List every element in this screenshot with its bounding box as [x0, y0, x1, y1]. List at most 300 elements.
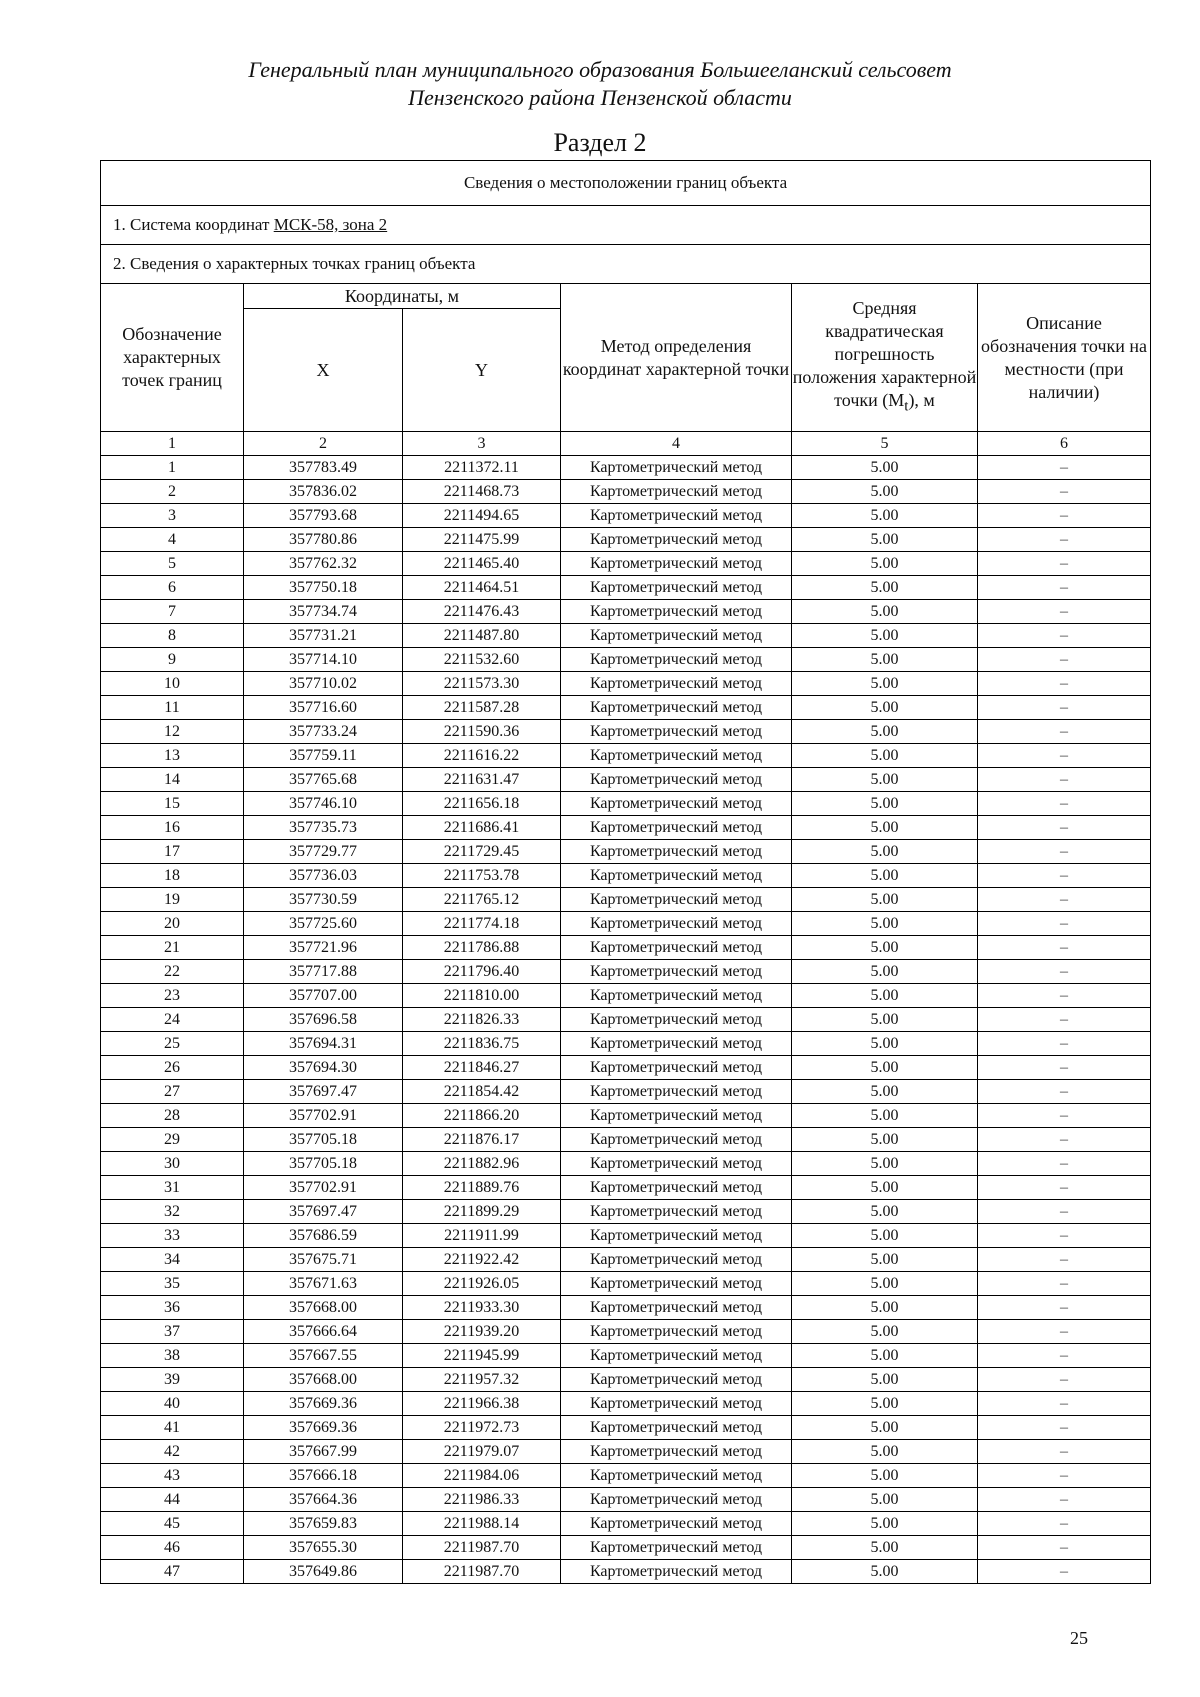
- x-cell: 357667.99: [244, 1440, 403, 1464]
- description-cell: –: [978, 960, 1151, 984]
- column-number: 4: [561, 432, 792, 456]
- x-cell: 357707.00: [244, 984, 403, 1008]
- method-cell: Картометрический метод: [561, 1272, 792, 1296]
- y-cell: 2211926.05: [403, 1272, 561, 1296]
- x-header: X: [244, 309, 403, 432]
- method-cell: Картометрический метод: [561, 1488, 792, 1512]
- method-cell: Картометрический метод: [561, 936, 792, 960]
- y-cell: 2211866.20: [403, 1104, 561, 1128]
- y-cell: 2211587.28: [403, 696, 561, 720]
- description-cell: –: [978, 1032, 1151, 1056]
- y-cell: 2211686.41: [403, 816, 561, 840]
- description-cell: –: [978, 1344, 1151, 1368]
- x-cell: 357666.64: [244, 1320, 403, 1344]
- description-cell: –: [978, 648, 1151, 672]
- point-id-cell: 34: [101, 1248, 244, 1272]
- y-cell: 2211846.27: [403, 1056, 561, 1080]
- x-cell: 357669.36: [244, 1416, 403, 1440]
- x-cell: 357697.47: [244, 1080, 403, 1104]
- point-id-cell: 33: [101, 1224, 244, 1248]
- method-cell: Картометрический метод: [561, 912, 792, 936]
- y-cell: 2211987.70: [403, 1536, 561, 1560]
- error-cell: 5.00: [792, 1392, 978, 1416]
- description-cell: –: [978, 1368, 1151, 1392]
- table-row: [101, 816, 1151, 840]
- table-row: [101, 1056, 1151, 1080]
- description-cell: –: [978, 864, 1151, 888]
- error-header-text: Средняя квадратическая погрешность положения характерной точки (M: [792, 297, 977, 410]
- y-cell: 2211836.75: [403, 1032, 561, 1056]
- method-cell: Картометрический метод: [561, 1512, 792, 1536]
- table-row: [101, 936, 1151, 960]
- document-header: [0, 56, 1200, 112]
- error-cell: 5.00: [792, 624, 978, 648]
- point-id-cell: 42: [101, 1440, 244, 1464]
- error-cell: 5.00: [792, 1560, 978, 1584]
- description-cell: –: [978, 504, 1151, 528]
- y-cell: 2211854.42: [403, 1080, 561, 1104]
- error-cell: 5.00: [792, 840, 978, 864]
- method-cell: Картометрический метод: [561, 792, 792, 816]
- table-row: [101, 1416, 1151, 1440]
- method-cell: Картометрический метод: [561, 1032, 792, 1056]
- x-cell: 357694.31: [244, 1032, 403, 1056]
- table-row: [101, 600, 1151, 624]
- y-cell: 2211972.73: [403, 1416, 561, 1440]
- error-cell: 5.00: [792, 528, 978, 552]
- x-cell: 357783.49: [244, 456, 403, 480]
- error-cell: 5.00: [792, 552, 978, 576]
- x-cell: 357762.32: [244, 552, 403, 576]
- description-cell: –: [978, 1536, 1151, 1560]
- method-cell: Картометрический метод: [561, 1224, 792, 1248]
- x-cell: 357666.18: [244, 1464, 403, 1488]
- point-id-cell: 18: [101, 864, 244, 888]
- error-cell: 5.00: [792, 1464, 978, 1488]
- table-row: [101, 1080, 1151, 1104]
- y-cell: 2211464.51: [403, 576, 561, 600]
- table-row: [101, 792, 1151, 816]
- y-cell: 2211590.36: [403, 720, 561, 744]
- table-row: [101, 648, 1151, 672]
- description-cell: –: [978, 816, 1151, 840]
- description-cell: –: [978, 600, 1151, 624]
- error-cell: 5.00: [792, 1056, 978, 1080]
- y-cell: 2211494.65: [403, 504, 561, 528]
- method-cell: Картометрический метод: [561, 1320, 792, 1344]
- description-cell: –: [978, 792, 1151, 816]
- table-row: [101, 1152, 1151, 1176]
- x-cell: 357671.63: [244, 1272, 403, 1296]
- x-cell: 357736.03: [244, 864, 403, 888]
- point-id-cell: 27: [101, 1080, 244, 1104]
- description-cell: –: [978, 480, 1151, 504]
- x-cell: 357721.96: [244, 936, 403, 960]
- description-cell: –: [978, 888, 1151, 912]
- error-cell: 5.00: [792, 672, 978, 696]
- x-cell: 357705.18: [244, 1128, 403, 1152]
- x-cell: 357793.68: [244, 504, 403, 528]
- x-cell: 357725.60: [244, 912, 403, 936]
- x-cell: 357686.59: [244, 1224, 403, 1248]
- method-cell: Картометрический метод: [561, 816, 792, 840]
- method-cell: Картометрический метод: [561, 1008, 792, 1032]
- x-cell: 357716.60: [244, 696, 403, 720]
- point-id-cell: 15: [101, 792, 244, 816]
- x-cell: 357702.91: [244, 1104, 403, 1128]
- error-cell: 5.00: [792, 1200, 978, 1224]
- table-row: [101, 1272, 1151, 1296]
- point-id-cell: 44: [101, 1488, 244, 1512]
- point-id-cell: 10: [101, 672, 244, 696]
- y-cell: 2211889.76: [403, 1176, 561, 1200]
- y-cell: 2211882.96: [403, 1152, 561, 1176]
- error-cell: 5.00: [792, 480, 978, 504]
- column-number: 1: [101, 432, 244, 456]
- error-cell: 5.00: [792, 1512, 978, 1536]
- point-id-cell: 26: [101, 1056, 244, 1080]
- y-cell: 2211796.40: [403, 960, 561, 984]
- error-cell: 5.00: [792, 456, 978, 480]
- error-cell: 5.00: [792, 576, 978, 600]
- coordinate-system-value: МСК-58, зона 2: [273, 215, 388, 234]
- error-cell: 5.00: [792, 1320, 978, 1344]
- point-id-cell: 45: [101, 1512, 244, 1536]
- points-info-row: [101, 245, 1151, 284]
- error-cell: 5.00: [792, 1272, 978, 1296]
- point-id-cell: 14: [101, 768, 244, 792]
- point-id-cell: 13: [101, 744, 244, 768]
- point-id-cell: 21: [101, 936, 244, 960]
- x-cell: 357836.02: [244, 480, 403, 504]
- x-cell: 357664.36: [244, 1488, 403, 1512]
- table-row: [101, 1128, 1151, 1152]
- x-cell: 357717.88: [244, 960, 403, 984]
- description-cell: –: [978, 1080, 1151, 1104]
- table-row: [101, 528, 1151, 552]
- point-id-cell: 11: [101, 696, 244, 720]
- y-cell: 2211774.18: [403, 912, 561, 936]
- error-cell: 5.00: [792, 1080, 978, 1104]
- point-id-cell: 30: [101, 1152, 244, 1176]
- x-cell: 357750.18: [244, 576, 403, 600]
- x-cell: 357710.02: [244, 672, 403, 696]
- description-cell: –: [978, 744, 1151, 768]
- y-header: Y: [403, 309, 561, 432]
- x-cell: 357659.83: [244, 1512, 403, 1536]
- method-cell: Картометрический метод: [561, 624, 792, 648]
- point-id-cell: 12: [101, 720, 244, 744]
- x-cell: 357694.30: [244, 1056, 403, 1080]
- table-row: [101, 1224, 1151, 1248]
- error-cell: 5.00: [792, 1296, 978, 1320]
- table-row: [101, 1392, 1151, 1416]
- description-cell: –: [978, 1392, 1151, 1416]
- x-cell: 357734.74: [244, 600, 403, 624]
- section-title: Раздел 2: [553, 128, 647, 157]
- method-cell: Картометрический метод: [561, 1392, 792, 1416]
- description-cell: –: [978, 1440, 1151, 1464]
- table-row: [101, 504, 1151, 528]
- method-cell: Картометрический метод: [561, 648, 792, 672]
- point-id-cell: 37: [101, 1320, 244, 1344]
- column-number: 3: [403, 432, 561, 456]
- description-cell: –: [978, 1200, 1151, 1224]
- coordinate-system-row: [101, 206, 1151, 245]
- table-row: [101, 480, 1151, 504]
- points-info: 2. Сведения о характерных точках границ объекта: [101, 245, 1151, 284]
- y-cell: 2211468.73: [403, 480, 561, 504]
- error-cell: 5.00: [792, 600, 978, 624]
- error-header: [792, 284, 978, 432]
- table-row: [101, 1176, 1151, 1200]
- table-row: [101, 672, 1151, 696]
- error-cell: 5.00: [792, 744, 978, 768]
- y-cell: 2211465.40: [403, 552, 561, 576]
- method-cell: Картометрический метод: [561, 840, 792, 864]
- coordinates-header: Координаты, м: [244, 284, 561, 309]
- y-cell: 2211957.32: [403, 1368, 561, 1392]
- point-id-cell: 28: [101, 1104, 244, 1128]
- column-number: 2: [244, 432, 403, 456]
- description-cell: –: [978, 1128, 1151, 1152]
- description-cell: –: [978, 1560, 1151, 1584]
- error-header-subscript: t: [904, 398, 909, 415]
- error-cell: 5.00: [792, 1440, 978, 1464]
- point-id-cell: 29: [101, 1128, 244, 1152]
- method-cell: Картометрический метод: [561, 456, 792, 480]
- error-cell: 5.00: [792, 984, 978, 1008]
- description-cell: –: [978, 912, 1151, 936]
- point-id-cell: 23: [101, 984, 244, 1008]
- method-cell: Картометрический метод: [561, 1248, 792, 1272]
- table-row: [101, 912, 1151, 936]
- header-line-1: Генеральный план муниципального образования Большееланский сельсовет: [248, 57, 952, 82]
- point-id-cell: 5: [101, 552, 244, 576]
- page-number: 25: [1070, 1628, 1088, 1648]
- point-id-cell: 38: [101, 1344, 244, 1368]
- y-cell: 2211899.29: [403, 1200, 561, 1224]
- method-cell: Картометрический метод: [561, 1416, 792, 1440]
- error-cell: 5.00: [792, 1176, 978, 1200]
- x-cell: 357731.21: [244, 624, 403, 648]
- point-id-cell: 40: [101, 1392, 244, 1416]
- method-cell: Картометрический метод: [561, 1368, 792, 1392]
- y-cell: 2211876.17: [403, 1128, 561, 1152]
- table-row: [101, 1512, 1151, 1536]
- y-cell: 2211939.20: [403, 1320, 561, 1344]
- method-cell: Картометрический метод: [561, 1464, 792, 1488]
- table-row: [101, 576, 1151, 600]
- table-row: [101, 744, 1151, 768]
- point-id-cell: 3: [101, 504, 244, 528]
- x-cell: 357705.18: [244, 1152, 403, 1176]
- x-cell: 357735.73: [244, 816, 403, 840]
- y-cell: 2211765.12: [403, 888, 561, 912]
- method-cell: Картометрический метод: [561, 1560, 792, 1584]
- point-id-cell: 46: [101, 1536, 244, 1560]
- description-cell: –: [978, 1248, 1151, 1272]
- description-cell: –: [978, 1224, 1151, 1248]
- description-cell: –: [978, 936, 1151, 960]
- description-cell: –: [978, 1416, 1151, 1440]
- method-cell: Картометрический метод: [561, 768, 792, 792]
- boundary-points-table: [100, 160, 1151, 1584]
- column-number: 5: [792, 432, 978, 456]
- method-cell: Картометрический метод: [561, 888, 792, 912]
- table-row: [101, 1440, 1151, 1464]
- table-row: [101, 1008, 1151, 1032]
- method-cell: Картометрический метод: [561, 1152, 792, 1176]
- method-cell: Картометрический метод: [561, 1536, 792, 1560]
- table-row: [101, 1536, 1151, 1560]
- y-cell: 2211487.80: [403, 624, 561, 648]
- x-cell: 357702.91: [244, 1176, 403, 1200]
- x-cell: 357746.10: [244, 792, 403, 816]
- table-row: [101, 456, 1151, 480]
- y-cell: 2211826.33: [403, 1008, 561, 1032]
- table-row: [101, 720, 1151, 744]
- error-header-unit: ), м: [908, 389, 935, 410]
- header-line-2: Пензенского района Пензенской области: [408, 85, 792, 110]
- point-id-cell: 39: [101, 1368, 244, 1392]
- error-cell: 5.00: [792, 1488, 978, 1512]
- description-cell: –: [978, 1320, 1151, 1344]
- point-id-cell: 25: [101, 1032, 244, 1056]
- method-cell: Картометрический метод: [561, 1128, 792, 1152]
- point-id-cell: 22: [101, 960, 244, 984]
- y-cell: 2211984.06: [403, 1464, 561, 1488]
- y-cell: 2211729.45: [403, 840, 561, 864]
- x-cell: 357667.55: [244, 1344, 403, 1368]
- method-cell: Картометрический метод: [561, 1104, 792, 1128]
- method-cell: Картометрический метод: [561, 696, 792, 720]
- method-cell: Картометрический метод: [561, 576, 792, 600]
- description-cell: –: [978, 1488, 1151, 1512]
- method-cell: Картометрический метод: [561, 1176, 792, 1200]
- y-cell: 2211631.47: [403, 768, 561, 792]
- error-cell: 5.00: [792, 936, 978, 960]
- point-id-cell: 2: [101, 480, 244, 504]
- x-cell: 357780.86: [244, 528, 403, 552]
- y-cell: 2211810.00: [403, 984, 561, 1008]
- method-cell: Картометрический метод: [561, 984, 792, 1008]
- x-cell: 357655.30: [244, 1536, 403, 1560]
- method-cell: Картометрический метод: [561, 1080, 792, 1104]
- method-cell: Картометрический метод: [561, 960, 792, 984]
- error-cell: 5.00: [792, 1104, 978, 1128]
- error-cell: 5.00: [792, 504, 978, 528]
- header-row-1: [101, 284, 1151, 309]
- error-cell: 5.00: [792, 1032, 978, 1056]
- table-row: [101, 888, 1151, 912]
- caption-row: [101, 161, 1151, 206]
- error-cell: 5.00: [792, 1152, 978, 1176]
- y-cell: 2211988.14: [403, 1512, 561, 1536]
- method-cell: Картометрический метод: [561, 1344, 792, 1368]
- table-row: [101, 696, 1151, 720]
- method-cell: Картометрический метод: [561, 552, 792, 576]
- description-header: Описание обозначения точки на местности (при наличии): [978, 284, 1151, 432]
- y-cell: 2211786.88: [403, 936, 561, 960]
- point-id-cell: 9: [101, 648, 244, 672]
- description-cell: –: [978, 984, 1151, 1008]
- method-cell: Картометрический метод: [561, 1296, 792, 1320]
- table-row: [101, 624, 1151, 648]
- description-cell: –: [978, 456, 1151, 480]
- table-row: [101, 984, 1151, 1008]
- error-cell: 5.00: [792, 912, 978, 936]
- error-cell: 5.00: [792, 648, 978, 672]
- point-id-cell: 6: [101, 576, 244, 600]
- point-id-cell: 17: [101, 840, 244, 864]
- error-cell: 5.00: [792, 720, 978, 744]
- point-id-cell: 16: [101, 816, 244, 840]
- y-cell: 2211945.99: [403, 1344, 561, 1368]
- x-cell: 357730.59: [244, 888, 403, 912]
- description-cell: –: [978, 1272, 1151, 1296]
- x-cell: 357697.47: [244, 1200, 403, 1224]
- table-row: [101, 1560, 1151, 1584]
- table-row: [101, 1200, 1151, 1224]
- point-id-cell: 20: [101, 912, 244, 936]
- description-cell: –: [978, 840, 1151, 864]
- description-cell: –: [978, 1056, 1151, 1080]
- table-row: [101, 1368, 1151, 1392]
- error-cell: 5.00: [792, 1008, 978, 1032]
- table-row: [101, 1296, 1151, 1320]
- error-cell: 5.00: [792, 1368, 978, 1392]
- column-number-row: [101, 432, 1151, 456]
- description-cell: –: [978, 768, 1151, 792]
- method-cell: Картометрический метод: [561, 864, 792, 888]
- y-cell: 2211922.42: [403, 1248, 561, 1272]
- description-cell: –: [978, 720, 1151, 744]
- point-id-cell: 47: [101, 1560, 244, 1584]
- description-cell: –: [978, 696, 1151, 720]
- method-cell: Картометрический метод: [561, 480, 792, 504]
- table-row: [101, 864, 1151, 888]
- method-cell: Картометрический метод: [561, 1056, 792, 1080]
- y-cell: 2211753.78: [403, 864, 561, 888]
- description-cell: –: [978, 528, 1151, 552]
- designation-header: Обозначение характерных точек границ: [101, 284, 244, 432]
- x-cell: 357669.36: [244, 1392, 403, 1416]
- y-cell: 2211476.43: [403, 600, 561, 624]
- point-id-cell: 35: [101, 1272, 244, 1296]
- table-row: [101, 1344, 1151, 1368]
- point-id-cell: 32: [101, 1200, 244, 1224]
- x-cell: 357675.71: [244, 1248, 403, 1272]
- error-cell: 5.00: [792, 792, 978, 816]
- description-cell: –: [978, 576, 1151, 600]
- description-cell: –: [978, 1104, 1151, 1128]
- x-cell: 357759.11: [244, 744, 403, 768]
- error-cell: 5.00: [792, 696, 978, 720]
- y-cell: 2211616.22: [403, 744, 561, 768]
- table-row: [101, 1248, 1151, 1272]
- error-cell: 5.00: [792, 1416, 978, 1440]
- point-id-cell: 36: [101, 1296, 244, 1320]
- x-cell: 357714.10: [244, 648, 403, 672]
- method-cell: Картометрический метод: [561, 1440, 792, 1464]
- point-id-cell: 4: [101, 528, 244, 552]
- description-cell: –: [978, 1176, 1151, 1200]
- table-row: [101, 1464, 1151, 1488]
- error-cell: 5.00: [792, 768, 978, 792]
- description-cell: –: [978, 1152, 1151, 1176]
- x-cell: 357668.00: [244, 1368, 403, 1392]
